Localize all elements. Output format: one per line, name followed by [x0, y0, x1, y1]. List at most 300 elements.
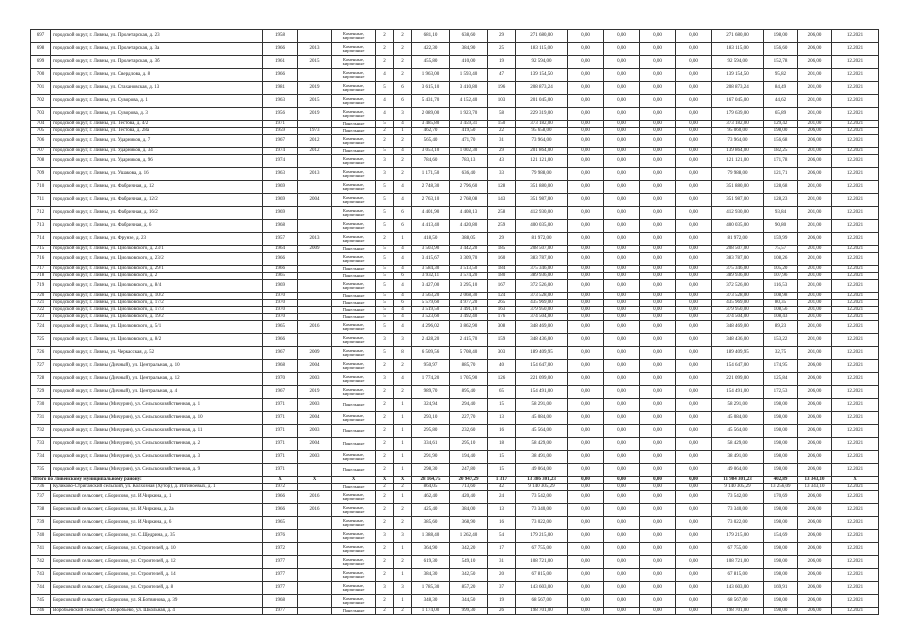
table-cell: городской округ, г. Ливны (Мичурин), ул. Сельскохозяйственная, д. 3 — [51, 451, 263, 464]
table-cell: 12.2021 — [832, 108, 879, 121]
table-cell: 2 — [394, 484, 412, 491]
table-cell: 180 — [488, 273, 516, 280]
table-cell: 2 — [376, 135, 394, 148]
table-cell: 0,00 — [568, 412, 604, 425]
table-cell: 1 — [394, 491, 412, 504]
table-cell: 374 504,00 — [516, 314, 568, 321]
table-cell: 0,00 — [568, 314, 604, 321]
table-cell: 4 — [394, 266, 412, 273]
table-cell: 373 528,00 — [712, 293, 764, 300]
table-cell: 420,40 — [450, 491, 488, 504]
table-cell: Панельные — [332, 273, 376, 280]
table-row — [31, 517, 879, 530]
table-cell: 13 343,10 — [798, 484, 832, 491]
table-cell: 12.2021 — [832, 543, 879, 556]
table-cell: 206,00 — [798, 399, 832, 412]
table-cell: 0,00 — [604, 530, 640, 543]
table-cell: 3 563,20 — [412, 293, 450, 300]
table-cell: 2 — [394, 517, 412, 530]
table-cell: 711 — [31, 194, 51, 207]
table-cell: 67 815,00 — [712, 569, 764, 582]
table-cell: 54 — [488, 530, 516, 543]
table-cell: 0,00 — [640, 543, 676, 556]
table-cell: 885,70 — [450, 360, 488, 373]
table-cell: 95,82 — [764, 69, 798, 82]
table-cell: 342,50 — [450, 569, 488, 582]
table-cell: 16 — [488, 425, 516, 438]
table-cell: 864,05 — [412, 484, 450, 491]
table-cell: 0,00 — [604, 399, 640, 412]
table-cell: 2004 — [298, 360, 332, 373]
table-cell — [298, 253, 332, 266]
report-sheet — [30, 29, 878, 615]
table-cell: 4 420,80 — [450, 220, 488, 233]
table-cell: городской округ, г. Ливны, ул. Пролетарская, д. 3б — [51, 56, 263, 69]
table-cell: 0,00 — [640, 386, 676, 399]
table-cell: 3 519,50 — [412, 307, 450, 314]
table-cell: 265 — [488, 300, 516, 307]
table-cell: X — [298, 477, 332, 484]
table-cell: 198,00 — [764, 543, 798, 556]
table-cell: 709 — [31, 168, 51, 181]
table-cell: 201,00 — [798, 95, 832, 108]
table-cell: 0,00 — [676, 168, 712, 181]
table-cell: 0,00 — [640, 30, 676, 43]
table-row — [31, 246, 879, 253]
table-cell: городской округ, г. Ливны, ул. Стахановская, д. 13 — [51, 82, 263, 95]
table-cell: 1977 — [263, 556, 298, 569]
table-cell: Каменные, кирпичные — [332, 43, 376, 56]
table-cell: 713 — [31, 220, 51, 233]
table-cell: 0,00 — [676, 181, 712, 194]
table-cell: 1971 — [263, 425, 298, 438]
table-cell: 462,70 — [412, 128, 450, 135]
table-cell: 2013 — [298, 168, 332, 181]
table-cell: 733 — [31, 438, 51, 451]
table-cell: 1966 — [263, 334, 298, 347]
table-cell: 0,00 — [568, 399, 604, 412]
table-cell: 2 — [376, 425, 394, 438]
table-cell: 95 658,00 — [516, 128, 568, 135]
table-cell: 4 — [394, 293, 412, 300]
table-cell: 259 — [488, 220, 516, 233]
table-cell: 12.2021 — [832, 148, 879, 155]
table-cell: городской округ, г. Ливны, ул. Ушакова, д. 16 — [51, 168, 263, 181]
table-cell: 1977 — [263, 582, 298, 595]
table-cell: городской округ, г. Ливны (Дичный), ул. Центральная, д. 12 — [51, 373, 263, 386]
table-cell: 227,70 — [450, 412, 488, 425]
table-cell: X — [376, 477, 394, 484]
table-cell: 0,00 — [568, 543, 604, 556]
table-cell: 3 — [394, 108, 412, 121]
table-cell: 12.2021 — [832, 121, 879, 128]
table-cell: 208 873,24 — [712, 82, 764, 95]
table-cell: Борисовский сельсовет, с.Борисово, ул. И.Чиркина, д. 6 — [51, 517, 263, 530]
table-cell: 342,20 — [450, 543, 488, 556]
table-cell: 198,00 — [764, 595, 798, 608]
table-cell: Каменные, кирпичные — [332, 280, 376, 293]
table-cell: 4 152,40 — [450, 95, 488, 108]
table-cell: 229 319,00 — [516, 108, 568, 121]
table-cell: 638,60 — [450, 30, 488, 43]
table-cell: Борисовский сельсовет, с.Борисово, ул. Строителей, д. 14 — [51, 569, 263, 582]
table-cell: 1961 — [263, 56, 298, 69]
table-cell: 1 — [394, 399, 412, 412]
table-cell: 15 — [488, 399, 516, 412]
table-cell: 1969 — [263, 181, 298, 194]
table-cell: 2 089,00 — [412, 108, 450, 121]
table-cell: 31 — [488, 556, 516, 569]
table-cell: 6 — [394, 220, 412, 233]
table-cell: 5 — [376, 280, 394, 293]
table-cell: 728 — [31, 373, 51, 386]
table-cell: городской округ, г. Ливны (Дичный), ул. Центральная, д. 4 — [51, 386, 263, 399]
table-cell: 201,00 — [798, 300, 832, 307]
table-cell: 201,00 — [798, 207, 832, 220]
table-cell: 1 — [394, 438, 412, 451]
table-cell: 0,00 — [568, 181, 604, 194]
table-cell: 3 442,20 — [450, 246, 488, 253]
table-cell: 1965 — [263, 273, 298, 280]
table-cell: 1965 — [263, 517, 298, 530]
table-cell: 201,00 — [798, 307, 832, 314]
table-cell: 0,00 — [676, 321, 712, 334]
table-cell: 206,00 — [798, 569, 832, 582]
table-cell: 0,00 — [568, 233, 604, 246]
table-cell: 73 964,00 — [712, 135, 764, 148]
table-cell: 0,00 — [568, 168, 604, 181]
table-cell: 0,00 — [604, 108, 640, 121]
table-cell: 103 — [488, 95, 516, 108]
table-cell: 0,00 — [676, 484, 712, 491]
table-cell: 3 415,67 — [412, 253, 450, 266]
table-cell: Борисовский сельсовет, с.Борисово, ул. Строителей, д. 12 — [51, 556, 263, 569]
table-cell: 13 — [488, 504, 516, 517]
table-cell: 12.2021 — [832, 307, 879, 314]
table-cell: 24 — [488, 491, 516, 504]
table-cell: 1977 — [263, 569, 298, 582]
table-cell: 0,00 — [640, 273, 676, 280]
table-cell: 2 — [376, 30, 394, 43]
table-cell: 0,00 — [676, 386, 712, 399]
table-cell: 2016 — [298, 504, 332, 517]
table-cell: 2012 — [298, 135, 332, 148]
table-cell: 1964 — [263, 246, 298, 253]
table-cell: Борисовский сельсовет, с.Борисово, ул. Строителей, д. 10 — [51, 543, 263, 556]
table-cell: 681,10 — [412, 30, 450, 43]
table-cell: 0,00 — [676, 582, 712, 595]
table-row — [31, 293, 879, 300]
table-cell: городской округ, г. Ливны (Мичурин), ул. Сельскохозяйственная, д. 11 — [51, 425, 263, 438]
table-cell: 0,00 — [640, 504, 676, 517]
table-row — [31, 168, 879, 181]
table-cell: 714 — [31, 233, 51, 246]
table-cell: 0,00 — [676, 595, 712, 608]
table-cell: 0,00 — [640, 246, 676, 253]
table-cell: 198,00 — [764, 608, 798, 615]
table-cell: 1 002,30 — [450, 148, 488, 155]
table-cell: 139 154,50 — [712, 69, 764, 82]
table-cell: 198,00 — [764, 569, 798, 582]
table-cell: 0,00 — [640, 220, 676, 233]
table-cell: 1971 — [263, 464, 298, 477]
table-cell: 1967 — [263, 347, 298, 360]
table-cell: 1971 — [263, 438, 298, 451]
table-cell: 0,00 — [568, 253, 604, 266]
table-cell: 0,00 — [604, 438, 640, 451]
table-cell: Панельные — [332, 246, 376, 253]
table-cell: 22 — [488, 128, 516, 135]
table-cell: 208 873,24 — [516, 82, 568, 95]
table-cell: 0,00 — [676, 334, 712, 347]
table-cell: 384,90 — [450, 43, 488, 56]
table-cell: 1969 — [263, 207, 298, 220]
table-row — [31, 266, 879, 273]
table-cell: 12.2021 — [832, 266, 879, 273]
table-cell: 351 880,00 — [712, 181, 764, 194]
table-cell: 1966 — [263, 253, 298, 266]
table-cell: 1966 — [263, 266, 298, 273]
table-cell: 29 — [488, 30, 516, 43]
table-cell: 726 — [31, 347, 51, 360]
table-cell: 0,00 — [640, 360, 676, 373]
table-cell: 5 — [376, 220, 394, 233]
table-cell: 3 932,11 — [412, 273, 450, 280]
table-cell: 5 — [376, 300, 394, 307]
table-cell: 6 — [394, 82, 412, 95]
table-cell — [298, 181, 332, 194]
table-cell: 0,00 — [676, 253, 712, 266]
table-cell: 0,00 — [640, 168, 676, 181]
table-cell: 6 — [394, 273, 412, 280]
table-cell: 1974 — [263, 155, 298, 168]
table-cell — [298, 121, 332, 128]
table-cell: 0,00 — [640, 569, 676, 582]
table-cell: 0,00 — [640, 517, 676, 530]
table-cell: Панельные — [332, 307, 376, 314]
table-cell: 1958 — [263, 30, 298, 43]
table-cell: 0,00 — [640, 438, 676, 451]
table-cell: 2 068,30 — [450, 293, 488, 300]
table-row — [31, 425, 879, 438]
table-cell: 183 115,00 — [516, 43, 568, 56]
table-cell: городской округ, г. Ливны, ул. Черкасская, д. 52 — [51, 347, 263, 360]
table-cell: 108,43 — [764, 314, 798, 321]
table-cell — [298, 582, 332, 595]
table-cell: городской округ, г. Ливны, ул. Циолковского, д. 17/2 — [51, 300, 263, 307]
table-cell: 0,00 — [604, 477, 640, 484]
table-cell: 0,00 — [640, 373, 676, 386]
table-cell: 2 — [394, 69, 412, 82]
table-cell — [298, 595, 332, 608]
table-cell: 2 748,30 — [412, 181, 450, 194]
table-cell: 1 — [394, 451, 412, 464]
table-cell: 0,00 — [640, 253, 676, 266]
table-cell: 121 121,00 — [516, 155, 568, 168]
table-cell: 29 — [488, 233, 516, 246]
table-cell: 0,00 — [568, 69, 604, 82]
table-cell: 2 796,60 — [450, 181, 488, 194]
table-cell: Каменные, кирпичные — [332, 569, 376, 582]
table-cell: 179 639,00 — [712, 108, 764, 121]
table-cell: 43 — [488, 155, 516, 168]
table-cell: X — [832, 477, 879, 484]
table-cell: 375 346,00 — [516, 266, 568, 273]
table-cell: 0,00 — [676, 108, 712, 121]
table-cell: 895,40 — [450, 386, 488, 399]
table-cell: 1 — [394, 412, 412, 425]
table-cell: 0,00 — [604, 233, 640, 246]
table-cell: 201,00 — [798, 246, 832, 253]
table-cell: 154 491,00 — [516, 386, 568, 399]
table-cell: 1959 — [263, 128, 298, 135]
table-cell: 1977 — [263, 608, 298, 615]
table-cell: 2013 — [298, 43, 332, 56]
table-cell: 198 701,00 — [712, 608, 764, 615]
table-cell: 45 564,00 — [712, 425, 764, 438]
table-cell: 5 708,40 — [450, 347, 488, 360]
table-cell: 189 409,95 — [712, 347, 764, 360]
table-cell: 0,00 — [604, 95, 640, 108]
table-cell: 412 930,00 — [712, 207, 764, 220]
table-cell: Борисовский сельсовет, с.Борисово, ул. Я.Ботвинова, д. 39 — [51, 595, 263, 608]
table-cell: 198,00 — [764, 412, 798, 425]
table-cell: 0,00 — [676, 504, 712, 517]
table-cell: 375 346,00 — [712, 266, 764, 273]
table-cell: 201,00 — [798, 253, 832, 266]
table-cell: 723 — [31, 314, 51, 321]
table-cell: 0,00 — [604, 595, 640, 608]
table-cell: 12.2021 — [832, 360, 879, 373]
table-cell: 12.2021 — [832, 530, 879, 543]
table-cell: 0,00 — [604, 373, 640, 386]
table-cell: 206,00 — [798, 168, 832, 181]
table-cell: 3 491,10 — [450, 307, 488, 314]
table-cell: 0,00 — [604, 273, 640, 280]
table-cell: 718 — [31, 273, 51, 280]
table-cell — [298, 155, 332, 168]
table-cell: 0,00 — [640, 314, 676, 321]
table-cell: 0,00 — [676, 517, 712, 530]
table-cell: 0,00 — [568, 556, 604, 569]
table-cell: 3 427,00 — [412, 280, 450, 293]
table-cell: 185 — [488, 246, 516, 253]
table-cell: 734 — [31, 451, 51, 464]
table-cell: 0,00 — [604, 451, 640, 464]
table-cell: 95 060,00 — [712, 128, 764, 135]
table-cell: 12.2021 — [832, 347, 879, 360]
table-cell: 5 — [376, 148, 394, 155]
table-cell: 0,00 — [604, 425, 640, 438]
table-cell: 150 — [488, 121, 516, 128]
table-cell: 1 — [394, 128, 412, 135]
table-cell: 4 — [394, 194, 412, 207]
table-row — [31, 491, 879, 504]
table-cell: городской округ, г. Ливны, ул. Фабричная, д. 12 — [51, 181, 263, 194]
table-cell: 201,00 — [798, 194, 832, 207]
table-cell: 0,00 — [676, 128, 712, 135]
table-cell: 2 768,08 — [450, 194, 488, 207]
table-cell: Каменные, кирпичные — [332, 30, 376, 43]
table-cell: 295,80 — [412, 425, 450, 438]
table-cell — [298, 608, 332, 615]
table-cell: 121,71 — [764, 168, 798, 181]
table-cell: Борисовский сельсовет, с.Борисово, ул. И.Чиркина, д. 2а — [51, 504, 263, 517]
table-cell: 37 — [488, 582, 516, 595]
table-cell: 0,00 — [568, 595, 604, 608]
table-cell: 0,00 — [640, 307, 676, 314]
table-row — [31, 347, 879, 360]
table-cell: 40 — [488, 360, 516, 373]
table-cell: 3 — [394, 334, 412, 347]
table-cell: Каменные, кирпичные — [332, 194, 376, 207]
table-cell: 143 — [488, 194, 516, 207]
table-cell: 5 — [376, 347, 394, 360]
table-cell: 12.2021 — [832, 43, 879, 56]
table-row — [31, 582, 879, 595]
table-cell: Куликово-Стриганский сельский, ул. Колхозная (Хутор), д. Изгиноевых, д. 1 — [51, 484, 263, 491]
table-cell: 739 — [31, 517, 51, 530]
table-cell: 0,00 — [568, 307, 604, 314]
table-cell: 154,69 — [764, 530, 798, 543]
table-cell: 0,00 — [604, 207, 640, 220]
table-cell — [298, 293, 332, 300]
table-cell: 0,00 — [604, 386, 640, 399]
table-cell: 5 — [376, 253, 394, 266]
table-cell: 182,25 — [764, 148, 798, 155]
table-cell: городской округ, г. Ливны, ул. Циолковского, д. 2 — [51, 273, 263, 280]
table-cell — [298, 207, 332, 220]
table-cell: 720 — [31, 293, 51, 300]
table-cell: Каменные, кирпичные — [332, 386, 376, 399]
table-cell: 348,30 — [412, 595, 450, 608]
table-cell: 0,00 — [640, 293, 676, 300]
table-cell: 710 — [31, 181, 51, 194]
table-cell: Каменные, кирпичные — [332, 504, 376, 517]
table-cell: 2003 — [298, 425, 332, 438]
table-cell: 121 121,00 — [712, 155, 764, 168]
table-cell: 143 603,00 — [712, 582, 764, 595]
table-cell: 713,60 — [450, 484, 488, 491]
table-cell: 198,00 — [764, 30, 798, 43]
table-cell: 232,60 — [450, 425, 488, 438]
table-cell: Каменные, кирпичные — [332, 543, 376, 556]
table-cell: 0,00 — [676, 155, 712, 168]
table-cell: 2 415,70 — [450, 334, 488, 347]
table-cell: городской округ, г. Ливны, ул. Ударников, д. 7 — [51, 135, 263, 148]
table-row — [31, 69, 879, 82]
table-cell: 4 413,40 — [412, 220, 450, 233]
table-cell: 0,00 — [676, 556, 712, 569]
table-cell: Панельные — [332, 438, 376, 451]
table-row — [31, 82, 879, 95]
table-cell: 15 — [488, 451, 516, 464]
table-cell: городской округ, г. Ливны (Мичурин), ул. Сельскохозяйственная, д. 2 — [51, 438, 263, 451]
table-cell: 4 — [394, 253, 412, 266]
table-row — [31, 108, 879, 121]
table-cell: 247,80 — [450, 464, 488, 477]
table-cell: 183 115,00 — [712, 43, 764, 56]
table-cell: 38 491,00 — [712, 451, 764, 464]
table-cell: 384,00 — [450, 504, 488, 517]
table-row — [31, 273, 879, 280]
table-cell: 3 — [376, 530, 394, 543]
table-cell: 198,00 — [764, 425, 798, 438]
table-cell: 0,00 — [676, 300, 712, 307]
table-cell: 1969 — [263, 194, 298, 207]
table-cell: городской округ, г. Ливны, ул. Циолковского, д. 8/2 — [51, 334, 263, 347]
table-cell: 1970 — [263, 300, 298, 307]
